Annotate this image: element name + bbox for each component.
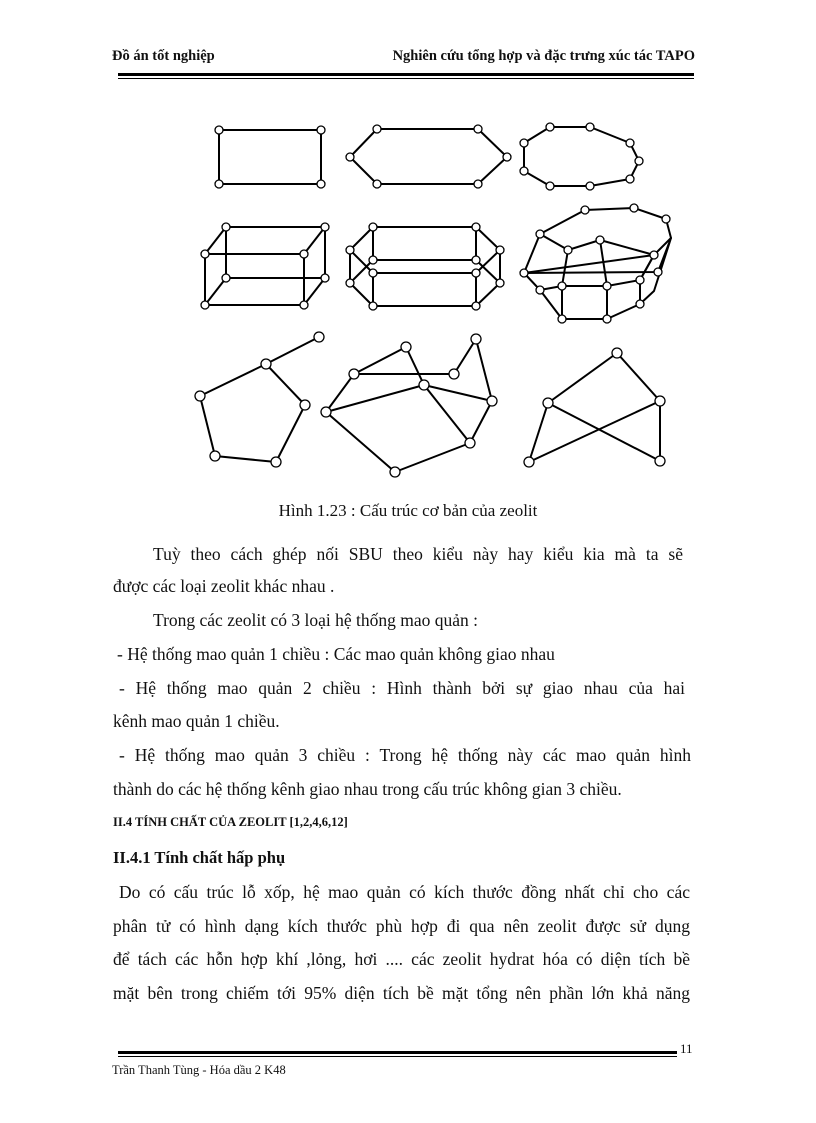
five-ring-unit <box>200 337 319 462</box>
header-rule-thin <box>118 78 694 79</box>
sbu-figure <box>0 100 816 480</box>
paragraph-line: phân tử có hình dạng kích thước phù hợp đi qua nên zeolit được sử dụng <box>113 916 690 936</box>
paragraph-line: được các loại zeolit khác nhau . <box>113 576 335 596</box>
footer-author: Trần Thanh Tùng - Hóa dầu 2 K48 <box>112 1063 286 1077</box>
footer-rule-thin <box>118 1056 677 1057</box>
paragraph-line: Trong các zeolit có 3 loại hệ thống mao quản : <box>153 610 478 630</box>
bullet-2d-line1: - Hệ thống mao quản 2 chiều : Hình thành bởi sự giao nhau của hai <box>119 678 685 698</box>
double-eight-ring <box>524 208 671 319</box>
complex-unit <box>326 339 492 472</box>
bullet-2d-line2: kênh mao quản 1 chiều. <box>113 711 280 731</box>
eight-ring <box>524 127 639 186</box>
header-left: Đồ án tốt nghiệp <box>112 48 215 64</box>
bullet-3d-line1: - Hệ thống mao quản 3 chiều : Trong hệ thống này các mao quản hình <box>119 745 691 765</box>
header-right: Nghiên cứu tổng hợp và đặc trưng xúc tác TAPO <box>392 48 695 64</box>
paragraph-line: để tách các hỗn hợp khí ,lỏng, hơi .... các zeolit hydrat hóa có diện tích bề <box>113 949 690 969</box>
double-six-ring <box>350 227 500 306</box>
six-ring <box>350 129 507 184</box>
paragraph-line: mặt bên trong chiếm tới 95% diện tích bề mặt tổng nên phần lớn khả năng <box>113 983 690 1003</box>
subsection-heading: II.4.1 Tính chất hấp phụ <box>113 848 286 867</box>
footer-rule-thick <box>118 1051 677 1054</box>
figure-caption: Hình 1.23 : Cấu trúc cơ bản của zeolit <box>278 501 538 520</box>
double-four-ring <box>205 227 325 305</box>
paragraph-line: Tuỳ theo cách ghép nối SBU theo kiểu này hay kiểu kia mà ta sẽ <box>153 544 683 564</box>
bullet-3d-line2: thành do các hệ thống kênh giao nhau trong cấu trúc không gian 3 chiều. <box>113 779 622 799</box>
section-heading: II.4 TÍNH CHẤT CỦA ZEOLIT [1,2,4,6,12] <box>113 815 348 829</box>
bullet-1d: - Hệ thống mao quản 1 chiều : Các mao quản không giao nhau <box>117 644 555 664</box>
paragraph-line: Do có cấu trúc lỗ xốp, hệ mao quản có kích thước đồng nhất chỉ cho các <box>119 882 690 902</box>
four-ring <box>219 130 321 184</box>
page-number: 11 <box>680 1041 693 1056</box>
header-rule-thick <box>118 73 694 76</box>
